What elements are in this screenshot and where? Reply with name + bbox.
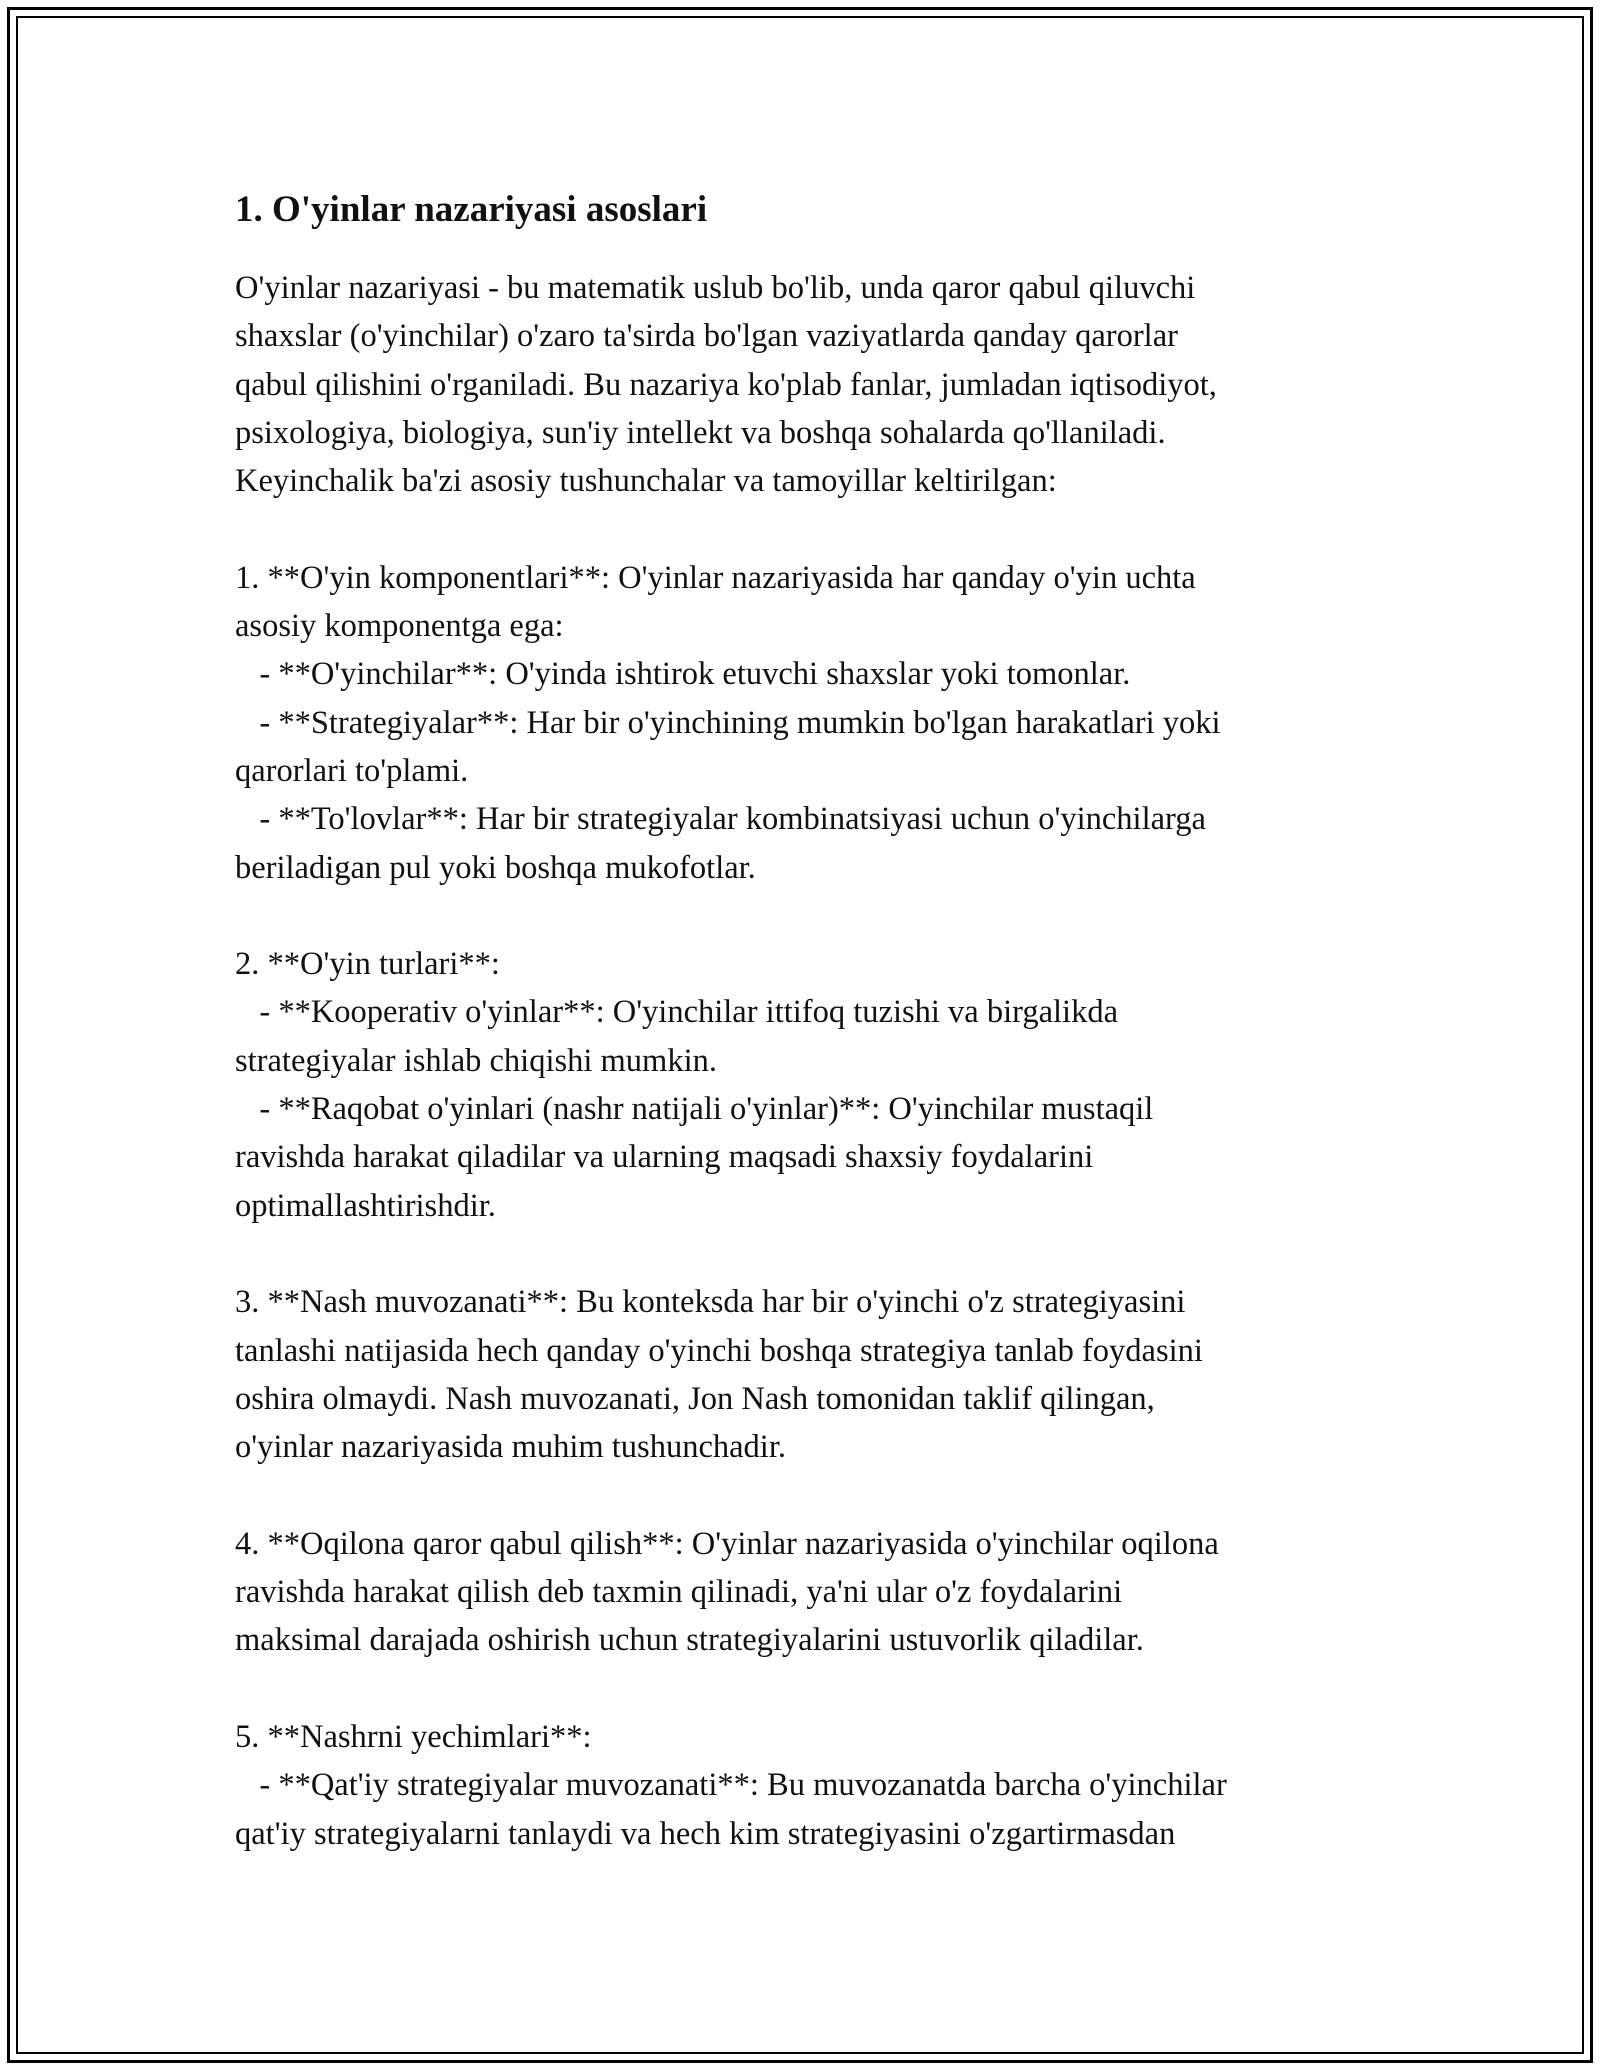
text-line: maksimal darajada oshirish uchun strategiyalarini ustuvorlik qiladilar. [235, 1622, 1144, 1659]
text-line: 3. **Nash muvozanati**: Bu konteksda har bir o'yinchi o'z strategiyasini [235, 1284, 1186, 1321]
text-line: Keyinchalik ba'zi asosiy tushunchalar va tamoyillar keltirilgan: [235, 463, 1057, 500]
text-line: qarorlari to'plami. [235, 752, 469, 789]
text-line: - **Raqobat o'yinlari (nashr natijali o'yinlar)**: O'yinchilar mustaqil [235, 1091, 1154, 1128]
text-line: ravishda harakat qiladilar va ularning maqsadi shaxsiy foydalarini [235, 1139, 1094, 1176]
text-line: - **To'lovlar**: Har bir strategiyalar kombinatsiyasi uchun o'yinchilarga [235, 801, 1206, 838]
blank-line [235, 892, 1375, 940]
blank-line [235, 1471, 1375, 1519]
blank-line [235, 1230, 1375, 1278]
text-line: psixologiya, biologiya, sun'iy intellekt va boshqa sohalarda qo'llaniladi. [235, 414, 1166, 451]
section-heading: 1. O'yinlar nazariyasi asoslari [235, 189, 708, 230]
text-line: 2. **O'yin turlari**: [235, 946, 500, 983]
text-line: - **O'yinchilar**: O'yinda ishtirok etuvchi shaxslar yoki tomonlar. [235, 656, 1131, 693]
text-line: asosiy komponentga ega: [235, 608, 564, 645]
text-line: - **Qat'iy strategiyalar muvozanati**: Bu muvozanatda barcha o'yinchilar [235, 1767, 1227, 1804]
text-line: tanlashi natijasida hech qanday o'yinchi boshqa strategiya tanlab foydasini [235, 1332, 1203, 1369]
text-line: strategiyalar ishlab chiqishi mumkin. [235, 1042, 717, 1079]
text-line: 1. **O'yin komponentlari**: O'yinlar nazariyasida har qanday o'yin uchta [235, 559, 1196, 596]
text-block [235, 264, 1375, 1858]
text-line: 5. **Nashrni yechimlari**: [235, 1718, 592, 1755]
document-body [235, 186, 1375, 1858]
text-line: O'yinlar nazariyasi - bu matematik uslub bo'lib, unda qaror qabul qiluvchi [235, 270, 1196, 306]
text-line: oshira olmaydi. Nash muvozanati, Jon Nash tomonidan taklif qilingan, [235, 1380, 1155, 1417]
text-line: qabul qilishini o'rganiladi. Bu nazariya ko'plab fanlar, jumladan iqtisodiyot, [235, 366, 1217, 403]
text-line: optimallashtirishdir. [235, 1187, 496, 1224]
text-line: beriladigan pul yoki boshqa mukofotlar. [235, 849, 756, 886]
text-line: 4. **Oqilona qaror qabul qilish**: O'yinlar nazariyasida o'yinchilar oqilona [235, 1525, 1219, 1562]
text-line: shaxslar (o'yinchilar) o'zaro ta'sirda bo'lgan vaziyatlarda qanday qarorlar [235, 318, 1178, 355]
text-line: - **Kooperativ o'yinlar**: O'yinchilar ittifoq tuzishi va birgalikda [235, 994, 1119, 1031]
text-line: qat'iy strategiyalarni tanlaydi va hech kim strategiyasini o'zgartirmasdan [235, 1815, 1176, 1852]
blank-line [235, 505, 1375, 553]
text-line: - **Strategiyalar**: Har bir o'yinchining mumkin bo'lgan harakatlari yoki [235, 704, 1221, 741]
text-line: o'yinlar nazariyasida muhim tushunchadir. [235, 1429, 786, 1466]
text-line: ravishda harakat qilish deb taxmin qilinadi, ya'ni ular o'z foydalarini [235, 1574, 1123, 1611]
blank-line [235, 1665, 1375, 1713]
